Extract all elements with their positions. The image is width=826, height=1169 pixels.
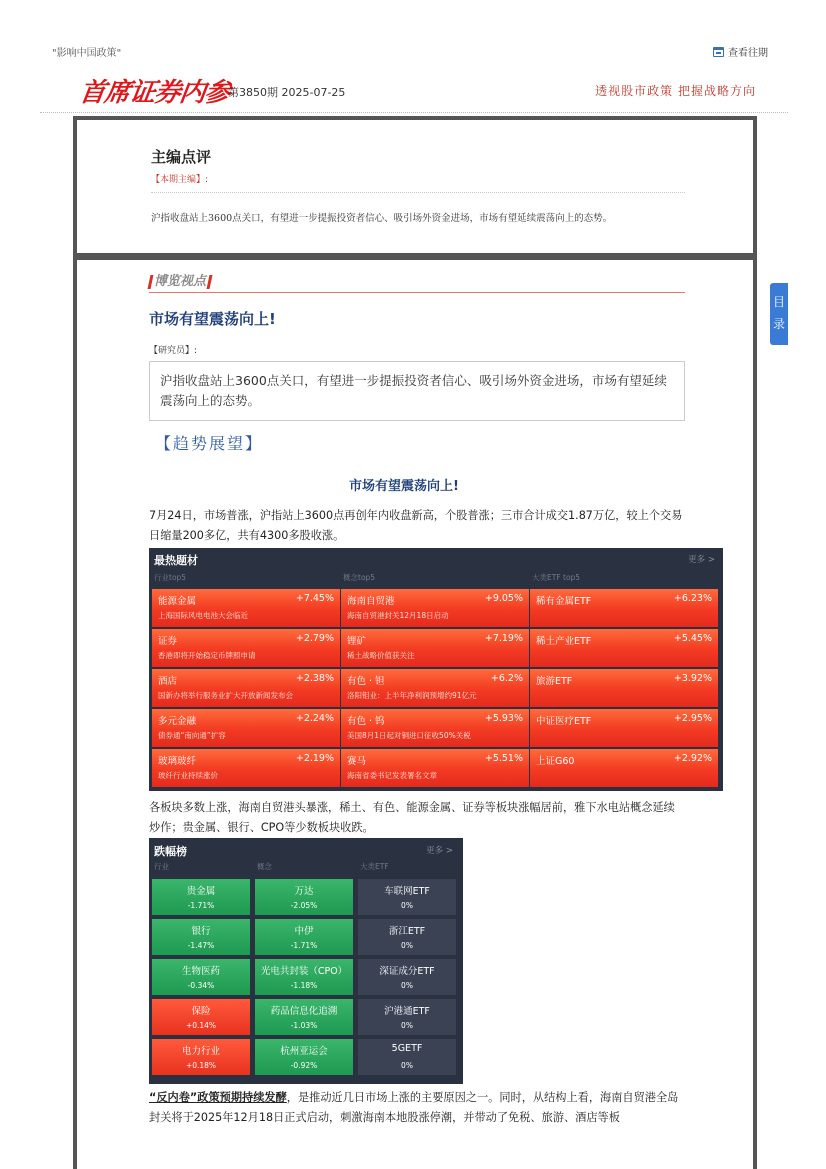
sector-name: 中伊 [294,926,314,937]
decliner-cell[interactable] [358,879,456,915]
divider [151,192,685,193]
topic-change: +6.23% [673,593,712,604]
topic-desc: 洛阳钼业：上半年净利润预增约91亿元 [347,691,477,700]
decliner-cell[interactable] [358,1039,456,1075]
slogan: 透视股市政策 把握战略方向 [595,84,756,98]
decliner-cell[interactable] [255,959,353,995]
sector-change: -1.71% [290,941,318,950]
sector-change: +0.18% [185,1061,217,1070]
hot-topics-board [149,548,723,791]
paragraph [149,1088,685,1128]
topic-name: 多元金融 [158,716,197,727]
topic-change: +6.2% [490,673,523,684]
sector-name: 杭州亚运会 [280,1046,328,1057]
history-link[interactable] [713,44,768,59]
calendar-icon [713,47,724,57]
topic-change: +9.05% [484,593,523,604]
topic-change: +5.51% [484,753,523,764]
topic-desc: 上海国际风电电池大会临近 [158,611,248,620]
topic-name: 酒店 [158,676,178,687]
top-note: "影响中国政策" [52,48,122,59]
topic-name: 能源金属 [158,596,197,607]
sector-name: 光电共封装（CPO） [260,966,348,977]
sector-name: 万达 [294,886,314,897]
topic-change: +2.24% [295,713,334,724]
hot-topic-cell[interactable] [530,629,718,667]
sector-name: 保险 [191,1006,211,1017]
more-link[interactable]: 更多 > [426,846,453,856]
sector-name: 贵金属 [186,886,216,897]
divider [40,112,788,113]
topic-change: +2.92% [673,753,712,764]
decliner-cell[interactable] [358,959,456,995]
divider [149,292,685,293]
paragraph: 各板块多数上涨，海南自贸港头暴涨，稀土、有色、能源金属、证券等板块涨幅居前，雅下水电站概念延续炒作；贵金属、银行、CPO等少数板块收跌。 [149,801,675,834]
section-label: 博览视点 [154,274,207,289]
sector-name: 浙江ETF [388,926,426,937]
column-header: 行业 [154,862,169,871]
topic-desc: 玻纤行业持续涨价 [158,771,218,780]
hot-topic-cell[interactable] [341,589,529,627]
editor-comment-panel [73,116,757,257]
topic-name: 上证G60 [536,756,575,767]
hot-topic-cell[interactable] [152,709,340,747]
topic-change: +7.45% [295,593,334,604]
topic-name: 海南自贸港 [347,596,395,607]
editor-title: 主编点评 [151,148,212,166]
topic-desc: 稀土战略价值获关注 [347,651,415,660]
topic-change: +5.45% [673,633,712,644]
article-subhead: 市场有望震荡向上! [349,479,459,494]
board-title: 跌幅榜 [154,845,187,858]
topic-desc: 香港即将开始稳定币牌照申请 [158,651,256,660]
article-title: 市场有望震荡向上! [149,310,276,328]
sector-change: -2.05% [290,901,318,910]
decliner-cell[interactable] [152,999,250,1035]
sector-change: 0% [401,941,413,950]
column-header: 大类ETF [360,862,389,871]
topic-name: 有色 · 钽 [347,676,385,687]
more-link[interactable]: 更多 > [688,555,715,565]
hot-topic-cell[interactable] [341,669,529,707]
hot-topic-cell[interactable] [152,589,340,627]
issue-info: 第3850期 2025-07-25 [228,86,346,99]
toc-tab[interactable]: 目录 [770,283,788,345]
researcher-tag: 【研究员】: [149,346,198,356]
decliner-cell[interactable] [358,999,456,1035]
topic-desc: 国新办将举行服务业扩大开放新闻发布会 [158,691,293,700]
emphasis-text: “反内卷”政策预期持续发酵 [149,1091,287,1104]
editor-text: 沪指收盘站上3600点关口，有望进一步提振投资者信心、吸引场外资金进场，市场有望延续震荡向上的态势。 [151,213,613,224]
hot-topic-cell[interactable] [530,669,718,707]
sector-name: 药品信息化追溯 [270,1006,338,1017]
board-title: 最热题材 [154,554,198,567]
column-header: 大类ETF top5 [532,573,581,582]
column-header: 概念top5 [343,573,376,582]
sector-change: +0.14% [185,1021,217,1030]
topic-name: 稀土产业ETF [536,636,592,647]
trend-heading: 【趋势展望】 [155,434,264,453]
sector-name: 银行 [191,926,211,937]
topic-desc: 海南省委书记发表署名文章 [347,771,437,780]
topic-change: +2.95% [673,713,712,724]
column-header: 行业top5 [154,573,187,582]
hot-topic-cell[interactable] [530,589,718,627]
topic-name: 证券 [158,636,178,647]
sector-change: -1.18% [290,981,318,990]
sector-change: -1.03% [290,1021,318,1030]
decliner-cell[interactable] [255,999,353,1035]
sector-name: 生物医药 [181,966,220,977]
sector-name: 车联网ETF [384,886,430,897]
sector-change: -0.34% [187,981,215,990]
topic-name: 旅游ETF [536,676,573,687]
column-header: 概念 [257,862,272,871]
topic-change: +3.92% [673,673,712,684]
topic-change: +2.38% [295,673,334,684]
hot-topic-cell[interactable] [152,629,340,667]
sector-name: 电力行业 [181,1046,220,1057]
masthead [77,70,760,108]
sector-change: -1.47% [187,941,215,950]
editor-tag: 【本期主编】: [151,175,209,185]
sector-change: 0% [401,981,413,990]
sector-change: -1.71% [187,901,215,910]
decliner-cell[interactable] [358,919,456,955]
decliner-cell[interactable] [255,879,353,915]
topic-desc: 债券通“南向通”扩容 [158,731,226,740]
abstract-box: 沪指收盘站上3600点关口，有望进一步提振投资者信心、吸引场外资金进场，市场有望延续震荡向上的态势。 [149,361,685,421]
decliner-cell[interactable] [152,959,250,995]
topic-name: 玻璃玻纤 [158,756,197,767]
hot-topic-cell[interactable] [341,629,529,667]
sector-change: 0% [401,901,413,910]
sector-change: -0.92% [290,1061,318,1070]
section-bar-icon [207,275,213,289]
topic-change: +2.19% [295,753,334,764]
topic-change: +7.19% [484,633,523,644]
hot-topic-cell[interactable] [341,749,529,787]
topic-change: +5.93% [484,713,523,724]
topic-name: 中证医疗ETF [536,716,592,727]
topic-desc: 美国8月1日起对铜进口征收50%关税 [347,731,471,740]
topic-name: 赛马 [347,756,367,767]
hot-topic-cell[interactable] [530,709,718,747]
paragraph: 7月24日，市场普涨，沪指站上3600点再创年内收盘新高，个股普涨；三市合计成交1.87万亿，较上个交易日缩量200多亿，共有4300多股收涨。 [149,509,683,542]
section-tag [149,270,213,289]
topic-name: 有色 · 钨 [347,716,385,727]
sector-change: 0% [401,1061,413,1070]
decliner-cell[interactable] [255,1039,353,1075]
paragraph-text: ，是推动近几日市场上涨的主要原因之一。同时，从结构上看，海南自贸港全岛封关将于2025年12月18日正式启动，刺激海南本地股涨停潮，并带动了免税、旅游、酒店等板 [149,1091,679,1124]
sector-name: 5GETF [391,1043,423,1054]
article-panel [73,256,757,1169]
decliner-cell[interactable] [152,1039,250,1075]
hot-topic-cell[interactable] [152,669,340,707]
hot-topic-cell[interactable] [152,749,340,787]
hot-topic-cell[interactable] [530,749,718,787]
topic-change: +2.79% [295,633,334,644]
decliner-cell[interactable] [255,919,353,955]
sector-name: 沪港通ETF [384,1006,430,1017]
topic-desc: 海南自贸港封关12月18日启动 [347,611,449,620]
logo: 首席证券内参 [77,78,232,108]
history-link-label: 查看往期 [728,48,768,59]
section-bar-icon [148,275,154,289]
topic-name: 锂矿 [347,636,367,647]
topic-name: 稀有金属ETF [536,596,592,607]
decliner-cell[interactable] [152,919,250,955]
decliners-board [149,838,463,1084]
decliner-cell[interactable] [152,879,250,915]
hot-topic-cell[interactable] [341,709,529,747]
sector-change: 0% [401,1021,413,1030]
sector-name: 深证成分ETF [379,966,435,977]
